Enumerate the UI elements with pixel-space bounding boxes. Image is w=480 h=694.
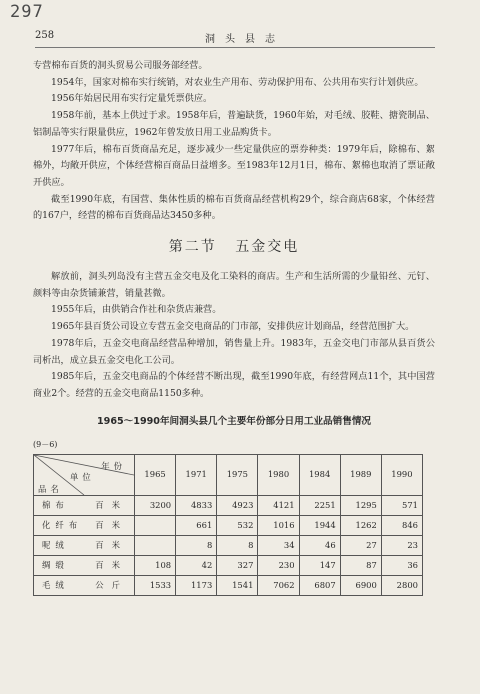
- corner-unit-label: 单位: [70, 471, 95, 482]
- paragraph: 1965年县百货公司设立专营五金交电商品的门市部，安排供应计划商品，经营范围扩大。: [51, 321, 415, 333]
- value-cell: 2251: [299, 495, 340, 515]
- value-cell: 1173: [176, 575, 217, 595]
- row-label-cell: [34, 555, 135, 575]
- value-cell: 327: [217, 555, 258, 575]
- paragraph: 1956年始居民用布实行定量凭票供应。: [51, 93, 213, 105]
- value-cell: 8: [176, 535, 217, 555]
- year-header: 1971: [176, 454, 217, 495]
- value-cell: 7062: [258, 575, 299, 595]
- row-label-cell: [34, 575, 135, 595]
- year-header: 1965: [135, 454, 176, 495]
- table-row: [34, 555, 423, 575]
- paragraph: 1954年，国家对棉布实行统销，对农业生产用布、劳动保护用布、公共用布实行计划供应。: [51, 76, 424, 88]
- paragraph: 截至1990年底，有国营、集体性质的棉布百货商品经营机构29个，综合商店68家，个体经营的167户，经营的棉布百货商品达3450多种。: [33, 193, 435, 222]
- value-cell: 8: [217, 535, 258, 555]
- paragraph: 1955年后，由供销合作社和杂货店兼营。: [51, 304, 222, 316]
- row-label-cell: [34, 495, 135, 515]
- value-cell: 2800: [381, 575, 422, 595]
- table-row: [34, 535, 423, 555]
- row-label-cell: [34, 515, 135, 535]
- table-row: [34, 575, 423, 595]
- value-cell: 4121: [258, 495, 299, 515]
- paragraph: 1958年前，基本上供过于求。1958年后，普遍缺货，1960年始，对毛绒、胶鞋、搪瓷制品、铝制品等实行限量供应，1962年曾发放日用工业品购货卡。: [33, 110, 435, 138]
- value-cell: 1262: [340, 515, 381, 535]
- value-cell: 36: [381, 555, 422, 575]
- paragraph: 专营棉布百货的洞头贸易公司服务部经营。: [33, 60, 208, 71]
- value-cell: 4833: [176, 495, 217, 515]
- sales-table: [33, 454, 423, 596]
- row-label-cell: [34, 535, 135, 555]
- value-cell: [135, 515, 176, 535]
- year-header: 1984: [299, 454, 340, 495]
- value-cell: 147: [299, 555, 340, 575]
- product-name: 毛绒: [42, 579, 69, 590]
- value-cell: 230: [258, 555, 299, 575]
- paragraph: 1985年后，五金交电商品的个体经营不断出现，截至1990年底，有经营网点11个，其中国营商业2个。经营的五金交电商品1150多种。: [33, 371, 435, 399]
- handwritten-page-note: 297: [10, 2, 44, 22]
- value-cell: 4923: [217, 495, 258, 515]
- product-unit: 公斤: [95, 579, 128, 590]
- value-cell: 1295: [340, 495, 381, 515]
- corner-year-label: 年份: [101, 460, 126, 471]
- value-cell: 87: [340, 555, 381, 575]
- value-cell: 846: [381, 515, 422, 535]
- product-unit: 百米: [95, 539, 128, 550]
- product-name: 绸缎: [42, 559, 69, 570]
- year-header: 1980: [258, 454, 299, 495]
- value-cell: 46: [299, 535, 340, 555]
- table-title: 1965～1990年间洞头县几个主要年份部分日用工业品销售情况: [96, 415, 372, 427]
- value-cell: 6900: [340, 575, 381, 595]
- table-code: (9－6): [33, 439, 58, 449]
- corner-name-label: 品名: [38, 483, 63, 494]
- paragraph: 1978年后，五金交电商品经营品种增加，销售量上升。1983年，五金交电门市部从县百货公司析出，成立县五金交电化工公司。: [33, 337, 435, 366]
- value-cell: 1944: [299, 515, 340, 535]
- page-body: [33, 58, 435, 596]
- paragraph: 1977年后，棉布百货商品充足，逐步减少一些定量供应的票券种类：1979年后，除棉布、絮棉外，均敞开供应，个体经营棉百商品日益增多。至1983年12月1日，棉布、絮棉也取消了票证敞开供应。: [33, 143, 435, 188]
- table-corner-cell: [34, 454, 135, 495]
- section-number: 第二节: [168, 239, 217, 256]
- table-row: [34, 515, 423, 535]
- value-cell: 571: [381, 495, 422, 515]
- year-header: 1990: [381, 454, 422, 495]
- value-cell: 108: [135, 555, 176, 575]
- value-cell: 6807: [299, 575, 340, 595]
- value-cell: 3200: [135, 495, 176, 515]
- value-cell: 661: [176, 515, 217, 535]
- product-unit: 百米: [95, 559, 128, 570]
- section-title: 五金交电: [235, 239, 300, 256]
- table-header-row: [34, 454, 423, 495]
- value-cell: 1016: [258, 515, 299, 535]
- table-row: [34, 495, 423, 515]
- header-rule: [35, 47, 435, 48]
- product-name: 棉布: [42, 499, 69, 510]
- product-unit: 百米: [95, 499, 128, 510]
- value-cell: 1541: [217, 575, 258, 595]
- value-cell: 532: [217, 515, 258, 535]
- value-cell: 27: [340, 535, 381, 555]
- product-name: 呢绒: [42, 539, 69, 550]
- product-name: 化纤布: [42, 519, 83, 530]
- section-heading: [33, 237, 435, 257]
- product-unit: 百米: [95, 519, 128, 530]
- book-title: 洞头县志: [205, 34, 285, 45]
- value-cell: 1533: [135, 575, 176, 595]
- page-number: 258: [35, 30, 55, 41]
- value-cell: 34: [258, 535, 299, 555]
- value-cell: 42: [176, 555, 217, 575]
- value-cell: 23: [381, 535, 422, 555]
- year-header: 1989: [340, 454, 381, 495]
- page-header: [35, 30, 435, 48]
- year-header: 1975: [217, 454, 258, 495]
- paragraph: 解放前，洞头列岛没有主营五金交电及化工染料的商店。生产和生活所需的少量铅丝、元钉、颜料等由杂货铺兼营，销量甚微。: [33, 271, 435, 299]
- value-cell: [135, 535, 176, 555]
